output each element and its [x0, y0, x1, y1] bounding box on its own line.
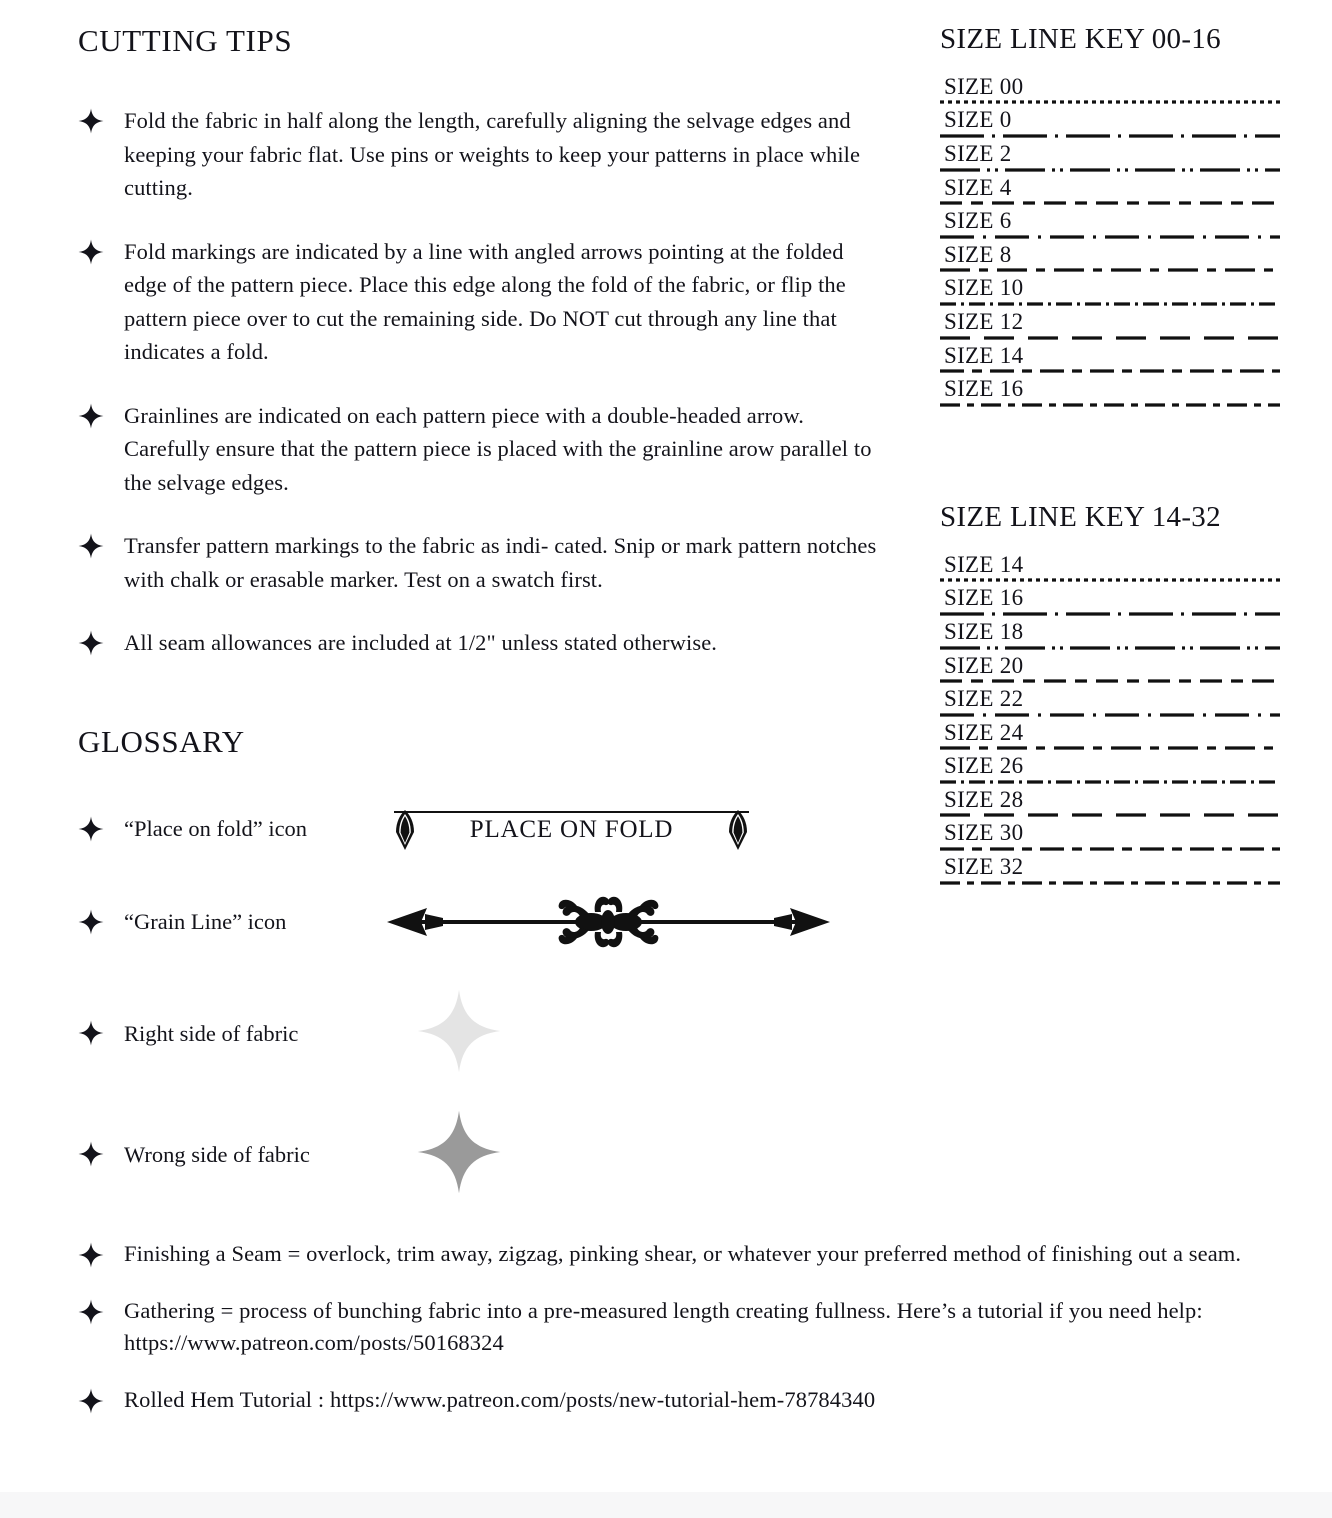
size-label: SIZE 16 [944, 376, 1024, 402]
size-line-sample [940, 267, 1280, 273]
size-label: SIZE 18 [944, 618, 1024, 644]
size-line-sample [940, 577, 1280, 583]
cutting-tip-item [78, 104, 878, 205]
sparkle-bullet-icon [78, 1384, 108, 1414]
glossary-item-label: “Place on fold” icon [124, 816, 308, 842]
size-line [940, 133, 1280, 137]
size-line-key-1-title: SIZE LINE KEY 00-16 [940, 23, 1221, 55]
left-column [78, 24, 878, 1230]
size-line-row [940, 720, 1280, 754]
cutting-tip-text: Fold the fabric in half along the length, carefully aligning the selvage edges and keeping your fabric flat. Use pins or weights to keep your patterns in place while cutting. [124, 108, 861, 201]
cutting-tip-text: All seam allowances are included at 1/2" unless stated otherwise. [124, 630, 718, 656]
size-line-sample [940, 712, 1280, 718]
fold-rule [394, 811, 749, 813]
size-label: SIZE 0 [944, 107, 1012, 133]
glossary-note-item [78, 1295, 1278, 1360]
size-line-sample [940, 234, 1280, 240]
glossary-item [78, 802, 878, 856]
size-line [940, 267, 1280, 271]
page-bottom-band [0, 1492, 1332, 1518]
glossary-item-art [386, 1109, 878, 1200]
size-label: SIZE 22 [944, 686, 1024, 712]
wrong-side-fabric-star-icon [416, 1109, 878, 1200]
size-line [940, 200, 1280, 204]
glossary-note-text: Gathering = process of bunching fabric into a pre-measured length creating fullness. Here’s a tutorial if you need help: https://www.patreon.com/posts/50168324 [124, 1297, 1203, 1356]
glossary-notes-list [78, 1238, 1278, 1441]
glossary-note-text: Rolled Hem Tutorial : https://www.patreon.com/posts/new-tutorial-hem-78784340 [124, 1386, 876, 1412]
glossary-title: GLOSSARY [78, 723, 245, 759]
size-line-key-1-table [940, 74, 1280, 410]
size-line [940, 402, 1280, 406]
size-line-sample [940, 645, 1280, 651]
grain-line-icon [381, 892, 836, 952]
size-line-row [940, 141, 1280, 175]
size-line-key-2-title: SIZE LINE KEY 14-32 [940, 500, 1221, 533]
cutting-tip-item [78, 235, 878, 369]
cutting-tip-item [78, 626, 878, 660]
sparkle-bullet-icon [78, 529, 108, 559]
size-line [940, 645, 1280, 649]
size-line [940, 368, 1280, 372]
glossary-note-item [78, 1238, 1278, 1271]
glossary-item-art [386, 892, 878, 952]
size-label: SIZE 10 [944, 275, 1024, 301]
size-line [940, 678, 1280, 682]
right-column [940, 24, 1280, 888]
size-label: SIZE 32 [944, 854, 1024, 880]
size-label: SIZE 20 [944, 652, 1024, 678]
glossary-item [78, 1109, 878, 1200]
size-line-key-2-table [940, 552, 1280, 888]
glossary-list [78, 802, 878, 1200]
size-line-row [940, 854, 1280, 888]
size-label: SIZE 14 [944, 551, 1024, 577]
size-line [940, 846, 1280, 850]
cutting-tip-text: Transfer pattern markings to the fabric as indi- cated. Snip or mark pattern notches with chalk or erasable marker. Test on a swatch first. [124, 533, 877, 592]
sparkle-bullet-icon [78, 399, 108, 429]
size-line [940, 745, 1280, 749]
cutting-tips-list [78, 104, 878, 660]
glossary-item-art [386, 988, 878, 1079]
size-line-row [940, 585, 1280, 619]
size-line [940, 880, 1280, 884]
size-line-row [940, 787, 1280, 821]
size-line [940, 611, 1280, 615]
size-line [940, 812, 1280, 816]
size-line-sample [940, 779, 1280, 785]
size-line [940, 577, 1280, 581]
size-line-row [940, 208, 1280, 242]
cutting-tip-text: Grainlines are indicated on each pattern piece with a double-headed arrow. Carefully ensure that the pattern piece is placed with the grainline arow parallel to the selvage edges. [124, 402, 872, 495]
sparkle-bullet-icon [78, 1020, 108, 1046]
size-line-sample [940, 880, 1280, 886]
size-line-sample [940, 200, 1280, 206]
size-label: SIZE 28 [944, 786, 1024, 812]
size-line-row [940, 820, 1280, 854]
size-line-row [940, 552, 1280, 586]
size-line [940, 779, 1280, 783]
size-line-row [940, 275, 1280, 309]
sparkle-bullet-icon [78, 626, 108, 656]
size-line-sample [940, 301, 1280, 307]
right-side-fabric-star-icon [416, 988, 878, 1079]
cutting-tips-title: CUTTING TIPS [78, 23, 293, 58]
glossary-note-item [78, 1384, 1278, 1417]
size-label: SIZE 00 [944, 73, 1024, 99]
key-spacer [940, 410, 1280, 502]
size-line-sample [940, 678, 1280, 684]
place-on-fold-label: PLACE ON FOLD [469, 815, 674, 843]
size-label: SIZE 16 [944, 585, 1024, 611]
sparkle-bullet-icon [78, 1295, 108, 1325]
size-line-row [940, 376, 1280, 410]
size-line [940, 335, 1280, 339]
size-label: SIZE 26 [944, 753, 1024, 779]
size-label: SIZE 12 [944, 309, 1024, 335]
cutting-tip-item [78, 399, 878, 500]
size-line-row [940, 686, 1280, 720]
size-line-sample [940, 812, 1280, 818]
size-line [940, 234, 1280, 238]
size-line-sample [940, 846, 1280, 852]
size-line-sample [940, 167, 1280, 173]
size-label: SIZE 14 [944, 342, 1024, 368]
cutting-tip-item [78, 529, 878, 596]
size-line-sample [940, 402, 1280, 408]
size-label: SIZE 6 [944, 208, 1012, 234]
size-line-sample [940, 335, 1280, 341]
size-line-sample [940, 368, 1280, 374]
size-line-row [940, 343, 1280, 377]
glossary-note-text: Finishing a Seam = overlock, trim away, zigzag, pinking shear, or whatever your preferred method of finishing out a seam. [124, 1241, 1242, 1266]
size-label: SIZE 4 [944, 174, 1012, 200]
sparkle-bullet-icon [78, 1238, 108, 1268]
glossary-item-label: “Grain Line” icon [124, 909, 287, 935]
sparkle-bullet-icon [78, 1141, 108, 1167]
size-label: SIZE 2 [944, 141, 1012, 167]
size-line [940, 712, 1280, 716]
size-line-row [940, 753, 1280, 787]
glossary-item [78, 988, 878, 1079]
glossary-item-label: Right side of fabric [124, 1020, 299, 1046]
size-line-sample [940, 611, 1280, 617]
place-on-fold-icon [394, 806, 749, 852]
size-line-row [940, 242, 1280, 276]
glossary-item-label: Wrong side of fabric [124, 1141, 310, 1167]
glossary-item-art [386, 806, 878, 852]
sparkle-bullet-icon [78, 104, 108, 134]
size-line-row [940, 74, 1280, 108]
size-label: SIZE 24 [944, 719, 1024, 745]
size-label: SIZE 8 [944, 241, 1012, 267]
cutting-tip-text: Fold markings are indicated by a line with angled arrows pointing at the folded edge of the pattern piece. Place this edge along the fold of the fabric, or flip the pattern piece over to cut the remaining side. Do NOT cut through any line that indicates a fold. [124, 238, 846, 365]
size-line-row [940, 653, 1280, 687]
size-line-row [940, 619, 1280, 653]
glossary-item [78, 892, 878, 952]
size-line-row [940, 175, 1280, 209]
size-label: SIZE 30 [944, 820, 1024, 846]
sparkle-bullet-icon [78, 235, 108, 265]
size-line [940, 301, 1280, 305]
size-line [940, 99, 1280, 103]
size-line-row [940, 309, 1280, 343]
size-line [940, 167, 1280, 171]
size-line-sample [940, 745, 1280, 751]
size-line-sample [940, 133, 1280, 139]
sparkle-bullet-icon [78, 909, 108, 935]
size-line-sample [940, 99, 1280, 105]
sparkle-bullet-icon [78, 816, 108, 842]
size-line-row [940, 107, 1280, 141]
